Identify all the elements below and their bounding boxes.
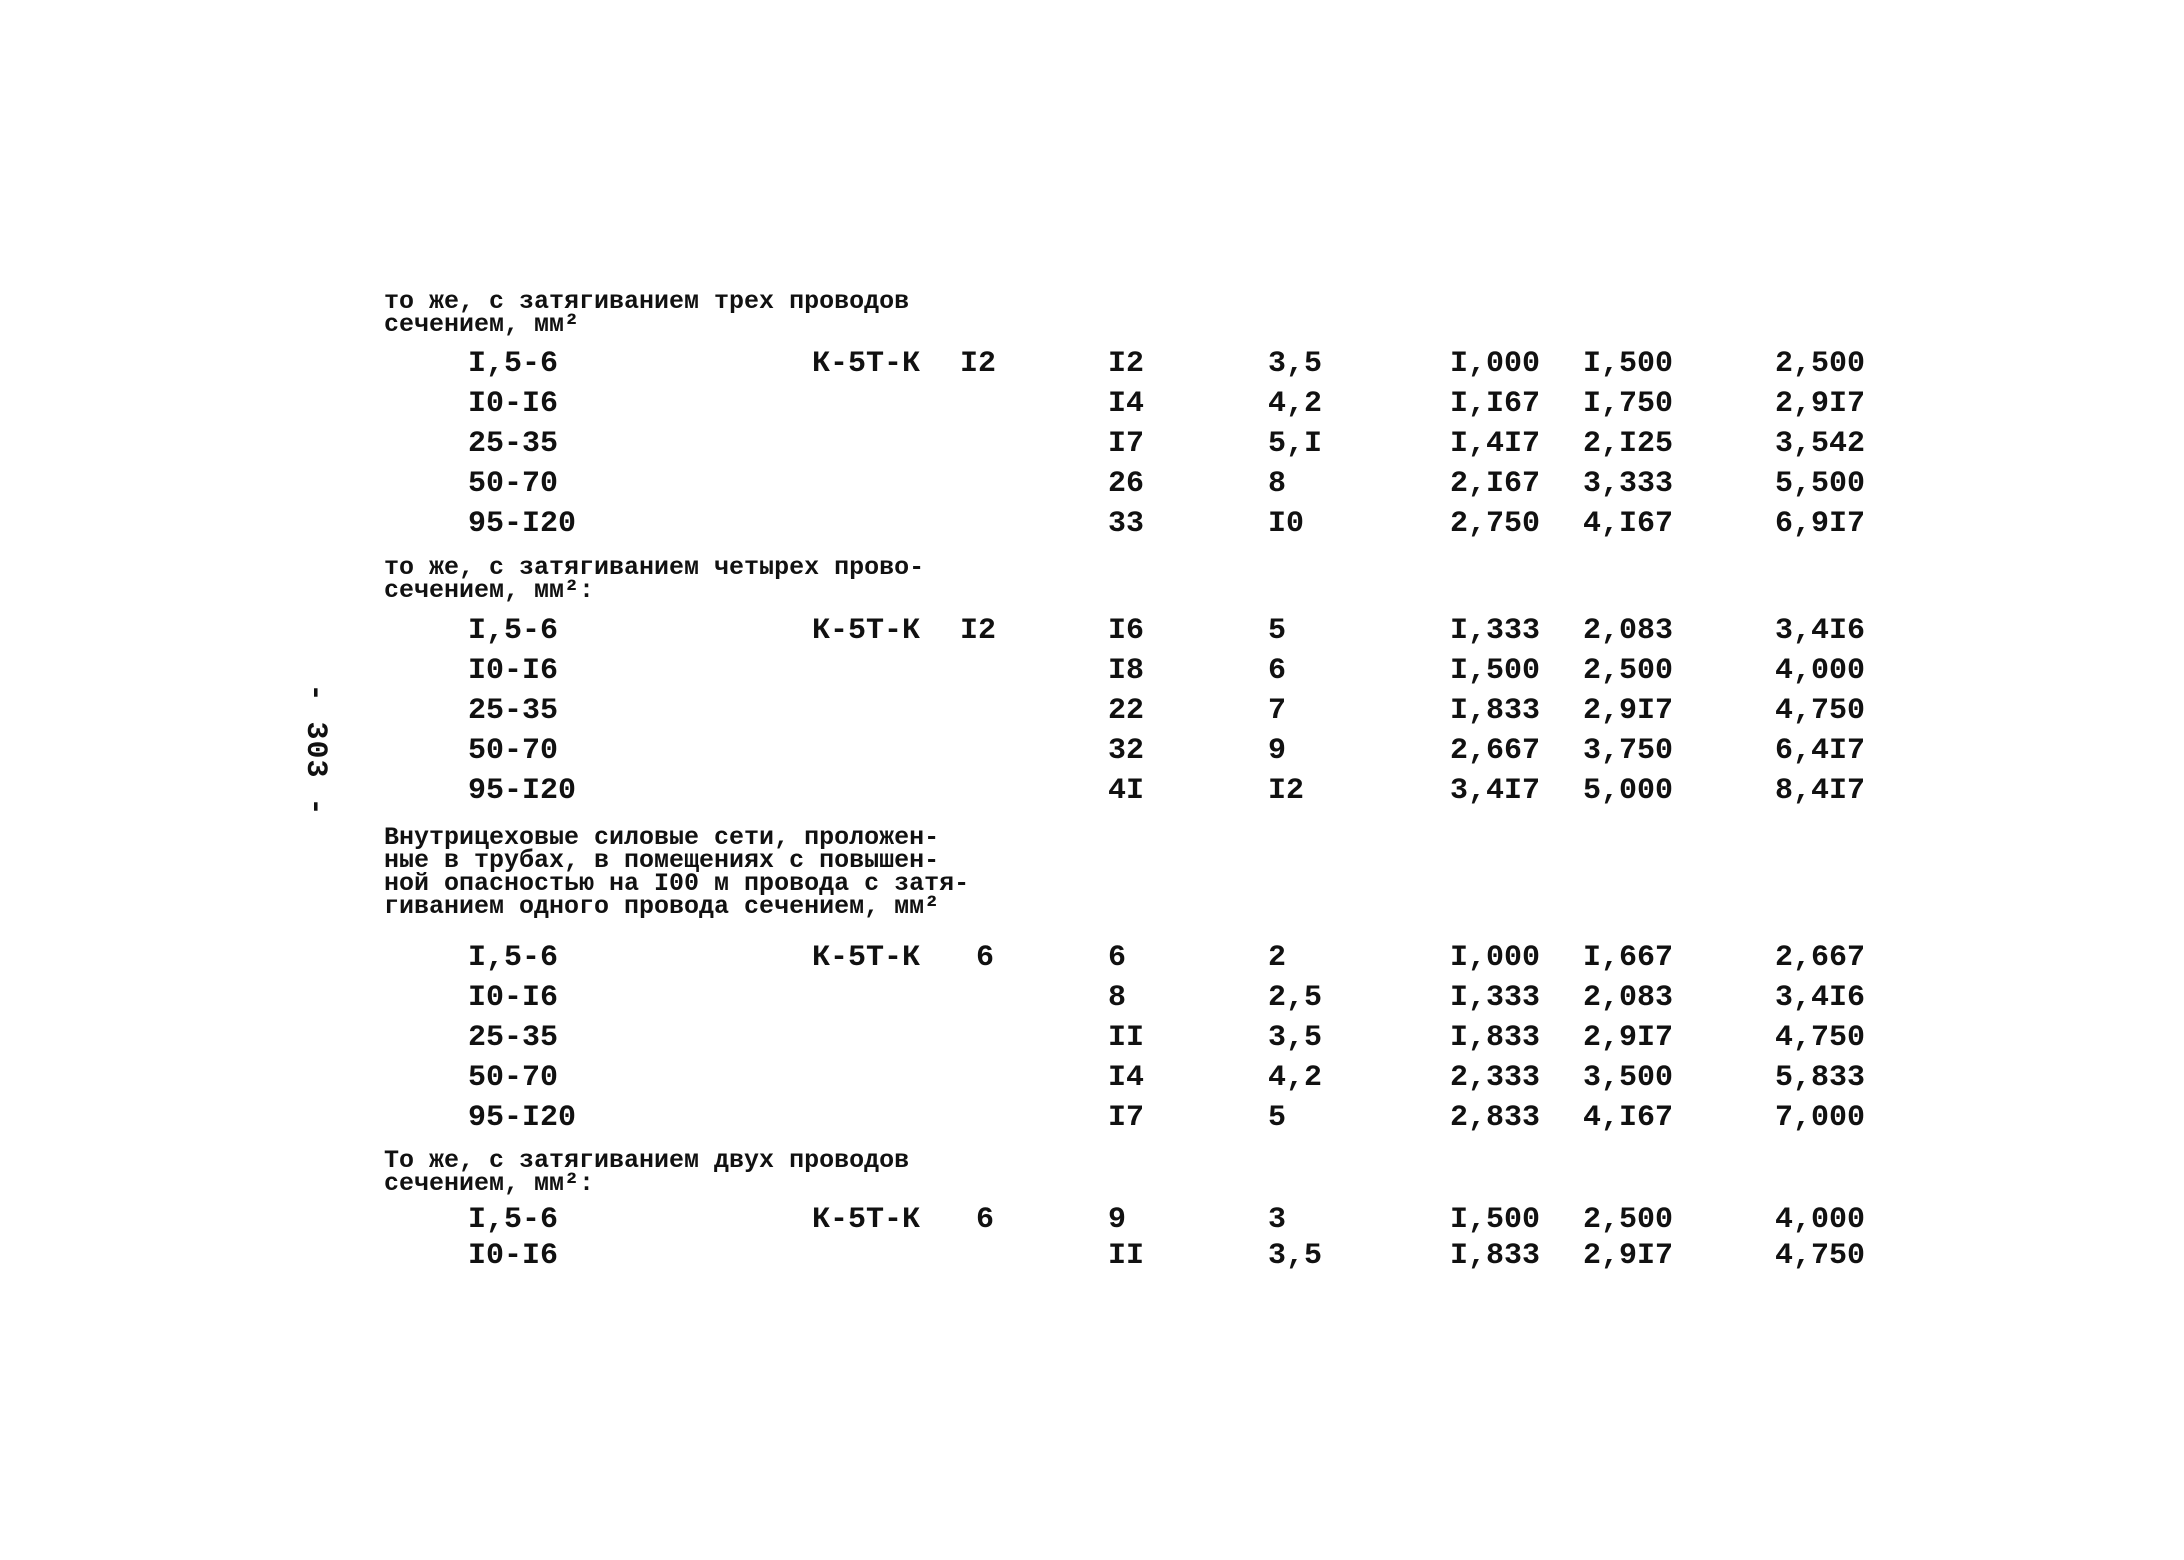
table-row <box>0 504 2184 544</box>
cell-a: 22 <box>1108 694 1145 728</box>
table-row <box>0 691 2184 731</box>
cell-e: 4,750 <box>1775 1239 1866 1273</box>
section-rows <box>0 344 2184 544</box>
cell-a: I7 <box>1108 1101 1145 1135</box>
cell-c: I,333 <box>1450 981 1541 1015</box>
cell-a: I8 <box>1108 654 1145 688</box>
cell-section: 95-I20 <box>468 507 577 541</box>
cell-a: II <box>1108 1021 1145 1055</box>
cell-c: 2,667 <box>1450 734 1541 768</box>
cell-c: I,000 <box>1450 347 1541 381</box>
cell-c: I,I67 <box>1450 387 1541 421</box>
section-rows <box>0 938 2184 1138</box>
cell-d: 2,9I7 <box>1583 1239 1674 1273</box>
cell-b: 5 <box>1268 614 1287 648</box>
cell-d: 3,333 <box>1583 467 1674 501</box>
cell-e: 3,4I6 <box>1775 981 1866 1015</box>
table-row <box>0 384 2184 424</box>
cell-d: 2,9I7 <box>1583 1021 1674 1055</box>
cell-e: 4,750 <box>1775 694 1866 728</box>
cell-section: 25-35 <box>468 694 559 728</box>
section-heading: То же, с затягиванием двух проводов сечением, мм²: <box>384 1146 910 1198</box>
section-heading: то же, с затягиванием трех проводов сечением, мм² <box>384 287 910 339</box>
cell-d: I,667 <box>1583 941 1674 975</box>
cell-b: 8 <box>1268 467 1287 501</box>
section-rows <box>0 1200 2184 1276</box>
cell-section: 25-35 <box>468 427 559 461</box>
cell-a: 26 <box>1108 467 1145 501</box>
cell-e: 7,000 <box>1775 1101 1866 1135</box>
cell-section: 95-I20 <box>468 774 577 808</box>
cell-c: 2,I67 <box>1450 467 1541 501</box>
cell-b: 5,I <box>1268 427 1323 461</box>
cell-section: 50-70 <box>468 467 559 501</box>
cell-section: 25-35 <box>468 1021 559 1055</box>
cell-d: 3,750 <box>1583 734 1674 768</box>
cell-qty: 6 <box>976 941 995 975</box>
table-row <box>0 464 2184 504</box>
cell-c: 2,833 <box>1450 1101 1541 1135</box>
cell-d: 2,I25 <box>1583 427 1674 461</box>
cell-d: 3,500 <box>1583 1061 1674 1095</box>
table-row <box>0 1098 2184 1138</box>
cell-e: 6,4I7 <box>1775 734 1866 768</box>
cell-section: 50-70 <box>468 1061 559 1095</box>
page-number: - 303 - <box>298 683 332 817</box>
cell-a: II <box>1108 1239 1145 1273</box>
cell-b: 4,2 <box>1268 387 1323 421</box>
cell-section: I0-I6 <box>468 1239 559 1273</box>
cell-a: I6 <box>1108 614 1145 648</box>
table-row <box>0 611 2184 651</box>
cell-e: 5,833 <box>1775 1061 1866 1095</box>
cell-a: I2 <box>1108 347 1145 381</box>
cell-c: 3,4I7 <box>1450 774 1541 808</box>
cell-d: I,750 <box>1583 387 1674 421</box>
cell-c: 2,333 <box>1450 1061 1541 1095</box>
cell-section: I,5-6 <box>468 614 559 648</box>
cell-e: 6,9I7 <box>1775 507 1866 541</box>
cell-a: I7 <box>1108 427 1145 461</box>
cell-b: 3,5 <box>1268 1239 1323 1273</box>
cell-section: I0-I6 <box>468 654 559 688</box>
section-heading: Внутрицеховые силовые сети, проложен- ные в трубах, в помещениях с повышен- ной опасностью на I00 м провода с затя- гиванием одного провода сечением, мм² <box>384 823 970 921</box>
cell-e: 2,667 <box>1775 941 1866 975</box>
cell-d: 2,9I7 <box>1583 694 1674 728</box>
cell-e: 4,750 <box>1775 1021 1866 1055</box>
cell-c: I,500 <box>1450 654 1541 688</box>
cell-b: I2 <box>1268 774 1305 808</box>
cell-qty: I2 <box>960 347 997 381</box>
cell-d: I,500 <box>1583 347 1674 381</box>
cell-code: К-5Т-К <box>812 614 921 648</box>
cell-b: I0 <box>1268 507 1305 541</box>
cell-a: 33 <box>1108 507 1145 541</box>
table-row <box>0 1200 2184 1236</box>
cell-qty: 6 <box>976 1203 995 1237</box>
cell-e: 5,500 <box>1775 467 1866 501</box>
cell-b: 5 <box>1268 1101 1287 1135</box>
cell-qty: I2 <box>960 614 997 648</box>
cell-section: I0-I6 <box>468 981 559 1015</box>
cell-b: 7 <box>1268 694 1287 728</box>
cell-b: 3,5 <box>1268 347 1323 381</box>
cell-d: 2,500 <box>1583 1203 1674 1237</box>
cell-d: 2,083 <box>1583 614 1674 648</box>
cell-code: К-5Т-К <box>812 347 921 381</box>
cell-a: I4 <box>1108 1061 1145 1095</box>
table-row <box>0 651 2184 691</box>
cell-c: I,833 <box>1450 694 1541 728</box>
cell-b: 2 <box>1268 941 1287 975</box>
cell-a: 8 <box>1108 981 1127 1015</box>
cell-e: 2,9I7 <box>1775 387 1866 421</box>
cell-c: I,4I7 <box>1450 427 1541 461</box>
cell-b: 6 <box>1268 654 1287 688</box>
section-heading: то же, с затягиванием четырех прово- сечением, мм²: <box>384 553 925 605</box>
cell-a: 9 <box>1108 1203 1127 1237</box>
table-row <box>0 978 2184 1018</box>
cell-b: 4,2 <box>1268 1061 1323 1095</box>
cell-c: I,500 <box>1450 1203 1541 1237</box>
cell-code: К-5Т-К <box>812 1203 921 1237</box>
cell-e: 4,000 <box>1775 1203 1866 1237</box>
table-row <box>0 424 2184 464</box>
cell-c: I,833 <box>1450 1239 1541 1273</box>
cell-e: 3,542 <box>1775 427 1866 461</box>
cell-a: 4I <box>1108 774 1145 808</box>
cell-e: 4,000 <box>1775 654 1866 688</box>
cell-c: I,000 <box>1450 941 1541 975</box>
table-row <box>0 1018 2184 1058</box>
table-row <box>0 731 2184 771</box>
cell-section: I0-I6 <box>468 387 559 421</box>
cell-a: 6 <box>1108 941 1127 975</box>
cell-section: I,5-6 <box>468 347 559 381</box>
table-row <box>0 771 2184 811</box>
table-row <box>0 344 2184 384</box>
cell-c: 2,750 <box>1450 507 1541 541</box>
cell-b: 9 <box>1268 734 1287 768</box>
cell-section: I,5-6 <box>468 941 559 975</box>
table-row <box>0 1058 2184 1098</box>
cell-c: I,833 <box>1450 1021 1541 1055</box>
cell-d: 5,000 <box>1583 774 1674 808</box>
cell-e: 3,4I6 <box>1775 614 1866 648</box>
section-rows <box>0 611 2184 811</box>
cell-code: К-5Т-К <box>812 941 921 975</box>
cell-d: 2,083 <box>1583 981 1674 1015</box>
cell-section: 50-70 <box>468 734 559 768</box>
cell-a: 32 <box>1108 734 1145 768</box>
cell-section: 95-I20 <box>468 1101 577 1135</box>
cell-b: 3 <box>1268 1203 1287 1237</box>
table-row <box>0 1236 2184 1276</box>
table-row <box>0 938 2184 978</box>
cell-d: 4,I67 <box>1583 1101 1674 1135</box>
cell-b: 3,5 <box>1268 1021 1323 1055</box>
cell-d: 4,I67 <box>1583 507 1674 541</box>
cell-d: 2,500 <box>1583 654 1674 688</box>
cell-a: I4 <box>1108 387 1145 421</box>
cell-e: 2,500 <box>1775 347 1866 381</box>
cell-section: I,5-6 <box>468 1203 559 1237</box>
cell-c: I,333 <box>1450 614 1541 648</box>
cell-b: 2,5 <box>1268 981 1323 1015</box>
cell-e: 8,4I7 <box>1775 774 1866 808</box>
